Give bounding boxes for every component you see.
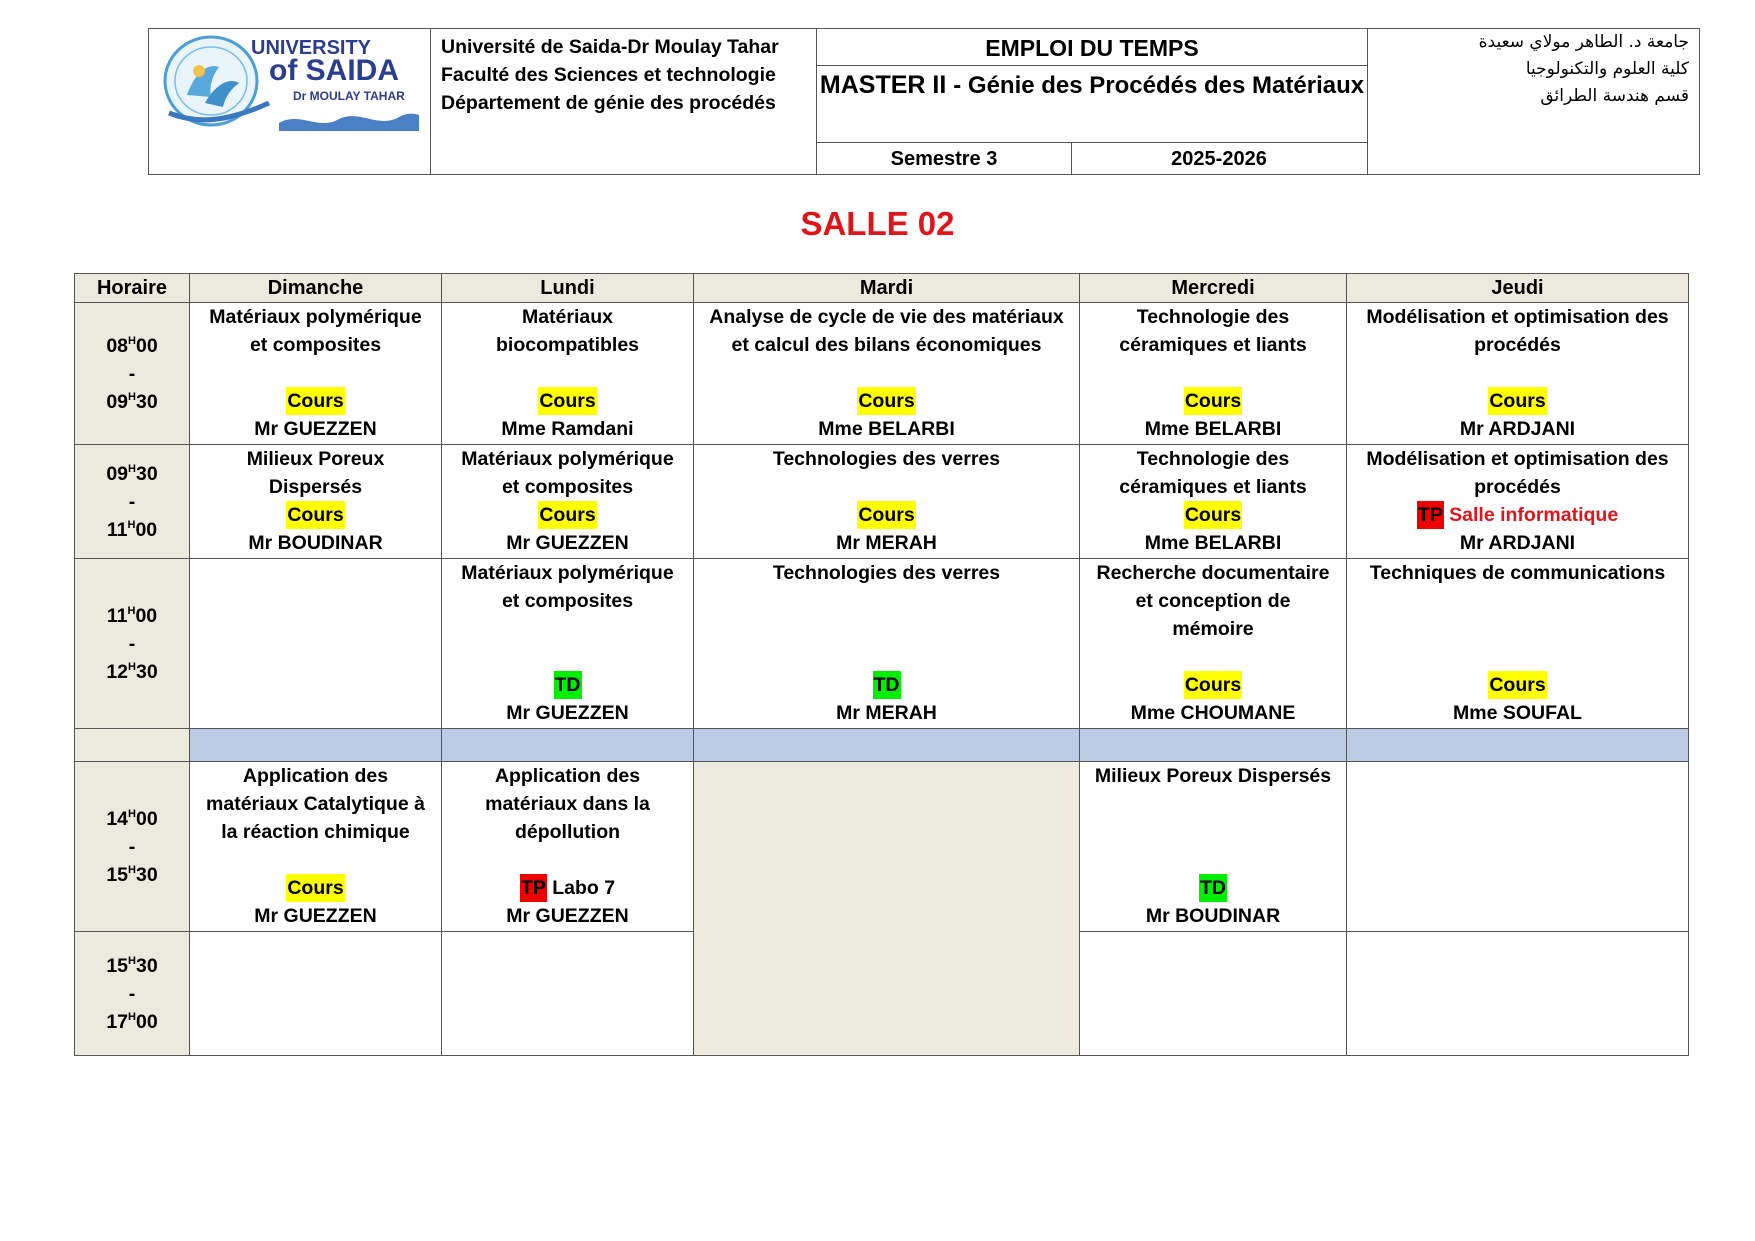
course-name: Technologies des verres bbox=[772, 448, 1001, 470]
session-type-badge: TP bbox=[520, 874, 547, 902]
course-name: matériaux dans la bbox=[485, 793, 650, 815]
course-name: Modélisation et optimisation des bbox=[1366, 306, 1669, 328]
teacher-name: Mr GUEZZEN bbox=[254, 418, 377, 440]
session-cell[interactable] bbox=[190, 445, 442, 559]
course-name: Milieux Poreux bbox=[246, 448, 385, 470]
course-name: et conception de bbox=[1135, 590, 1291, 612]
course-name: matériaux Catalytique à bbox=[206, 793, 425, 815]
timetable bbox=[74, 273, 1689, 1056]
teacher-name: Mr GUEZZEN bbox=[254, 905, 377, 927]
empty-cell bbox=[442, 932, 694, 1056]
teacher-name: Mme BELARBI bbox=[818, 418, 955, 440]
break-cell bbox=[190, 729, 442, 762]
session-type-badge: Cours bbox=[286, 874, 344, 902]
session-cell[interactable] bbox=[1347, 303, 1689, 445]
teacher-name: Mr GUEZZEN bbox=[506, 532, 629, 554]
course-name: Technologie des bbox=[1136, 306, 1290, 328]
session-type-badge: Cours bbox=[286, 501, 344, 529]
session-cell[interactable] bbox=[190, 762, 442, 932]
teacher-name: Mr MERAH bbox=[836, 532, 937, 554]
session-type-badge: Cours bbox=[857, 387, 915, 415]
session-cell[interactable] bbox=[442, 762, 694, 932]
session-cell[interactable] bbox=[442, 303, 694, 445]
department-name-fr: Département de génie des procédés bbox=[441, 92, 776, 114]
session-cell[interactable] bbox=[1347, 445, 1689, 559]
session-type-badge: TD bbox=[1199, 874, 1227, 902]
break-cell bbox=[1080, 729, 1347, 762]
course-name: dépollution bbox=[514, 821, 621, 843]
course-name: Matériaux polymérique bbox=[461, 448, 674, 470]
semester: Semestre 3 bbox=[817, 143, 1072, 174]
session-cell[interactable] bbox=[1080, 559, 1347, 729]
time-slot: $09^H30$ - $11^H00$ bbox=[75, 445, 190, 559]
teacher-name: Mr GUEZZEN bbox=[506, 905, 629, 927]
room-name: Labo 7 bbox=[552, 877, 616, 899]
session-type-badge: TD bbox=[554, 671, 582, 699]
teacher-name: Mr ARDJANI bbox=[1459, 532, 1576, 554]
course-name: mémoire bbox=[1172, 618, 1254, 640]
logo-line1: UNIVERSITY bbox=[251, 37, 372, 59]
session-type-badge: TP bbox=[1417, 501, 1444, 529]
course-name: Milieux Poreux Dispersés bbox=[1094, 765, 1332, 787]
col-header-mardi: Mardi bbox=[694, 274, 1080, 303]
session-cell[interactable] bbox=[694, 445, 1080, 559]
session-type-badge: Cours bbox=[538, 387, 596, 415]
course-name: Dispersés bbox=[268, 476, 363, 498]
document-title: EMPLOI DU TEMPS bbox=[817, 29, 1367, 66]
session-cell[interactable] bbox=[1347, 559, 1689, 729]
logo-line2: of SAIDA bbox=[269, 54, 399, 87]
course-name: Analyse de cycle de vie des matériaux bbox=[709, 306, 1064, 328]
course-name: la réaction chimique bbox=[221, 821, 410, 843]
col-header-lundi: Lundi bbox=[442, 274, 694, 303]
blocked-cell bbox=[694, 762, 1080, 1056]
teacher-name: Mme CHOUMANE bbox=[1130, 702, 1296, 724]
session-cell[interactable] bbox=[1080, 445, 1347, 559]
course-name: Modélisation et optimisation des bbox=[1366, 448, 1669, 470]
session-type-badge: TD bbox=[873, 671, 901, 699]
logo-wave-icon bbox=[279, 105, 419, 131]
timetable-row bbox=[75, 559, 1689, 729]
teacher-name: Mme BELARBI bbox=[1144, 418, 1282, 440]
university-logo bbox=[159, 33, 421, 133]
teacher-name: Mr ARDJANI bbox=[1459, 418, 1576, 440]
break-cell bbox=[1347, 729, 1689, 762]
time-slot: $08^H00$ - $09^H30$ bbox=[75, 303, 190, 445]
empty-cell bbox=[1347, 762, 1689, 932]
session-cell[interactable] bbox=[1080, 762, 1347, 932]
break-cell bbox=[442, 729, 694, 762]
faculty-name-fr: Faculté des Sciences et technologie bbox=[441, 64, 776, 86]
empty-cell bbox=[190, 932, 442, 1056]
document-header bbox=[148, 28, 1700, 175]
teacher-name: Mr GUEZZEN bbox=[506, 702, 629, 724]
teacher-name: Mme SOUFAL bbox=[1453, 702, 1582, 724]
room-name: Salle informatique bbox=[1449, 504, 1619, 526]
timetable-row bbox=[75, 762, 1689, 932]
session-type-badge: Cours bbox=[1184, 387, 1242, 415]
teacher-name: Mr MERAH bbox=[836, 702, 937, 724]
course-name: procédés bbox=[1474, 476, 1561, 498]
empty-cell bbox=[190, 559, 442, 729]
course-name: et calcul des bilans économiques bbox=[731, 334, 1042, 356]
program-main: MASTER II bbox=[819, 71, 947, 99]
time-slot: $14^H00$ - $15^H30$ bbox=[75, 762, 190, 932]
course-name: Application des bbox=[494, 765, 641, 787]
timetable-row bbox=[75, 445, 1689, 559]
academic-year: 2025-2026 bbox=[1171, 148, 1267, 170]
timetable-header-row bbox=[75, 274, 1689, 303]
logo-cell bbox=[149, 29, 431, 174]
institution-fr bbox=[431, 29, 817, 174]
teacher-name: Mr BOUDINAR bbox=[248, 532, 383, 554]
session-type-badge: Cours bbox=[286, 387, 344, 415]
course-name: céramiques et liants bbox=[1119, 476, 1307, 498]
session-type-badge: Cours bbox=[1184, 501, 1242, 529]
room-title: SALLE 02 bbox=[800, 205, 955, 242]
title-block bbox=[817, 29, 1368, 174]
university-name-ar: جامعة د. الطاهر مولاي سعيدة bbox=[1478, 32, 1689, 52]
course-name: Technologie des bbox=[1136, 448, 1290, 470]
course-name: procédés bbox=[1474, 334, 1561, 356]
session-type-badge: Cours bbox=[857, 501, 915, 529]
course-name: Technologies des verres bbox=[772, 562, 1001, 584]
faculty-name-ar: كلية العلوم والتكنولوجيا bbox=[1525, 59, 1689, 79]
course-name: Matériaux polymérique bbox=[209, 306, 422, 328]
empty-cell bbox=[1347, 932, 1689, 1056]
col-header-dimanche: Dimanche bbox=[190, 274, 442, 303]
session-cell[interactable] bbox=[442, 445, 694, 559]
course-name: et composites bbox=[501, 590, 634, 612]
course-name: et composites bbox=[501, 476, 634, 498]
program-sub: - Génie des Procédés des Matériaux bbox=[953, 72, 1365, 99]
university-name-fr: Université de Saida-Dr Moulay Tahar bbox=[441, 36, 779, 58]
course-name: céramiques et liants bbox=[1119, 334, 1307, 356]
program-title bbox=[817, 65, 1367, 143]
course-name: Application des bbox=[242, 765, 389, 787]
session-type-badge: Cours bbox=[1184, 671, 1242, 699]
empty-cell bbox=[1080, 932, 1347, 1056]
teacher-name: Mme BELARBI bbox=[1144, 532, 1282, 554]
department-name-ar: قسم هندسة الطرائق bbox=[1540, 86, 1689, 106]
lunch-break-row bbox=[75, 729, 1689, 762]
session-type-badge: Cours bbox=[1488, 671, 1546, 699]
time-slot: $11^H00$ - $12^H30$ bbox=[75, 559, 190, 729]
course-name: Matériaux polymérique bbox=[461, 562, 674, 584]
teacher-name: Mr BOUDINAR bbox=[1145, 905, 1281, 927]
session-type-badge: Cours bbox=[1488, 387, 1546, 415]
break-cell bbox=[75, 729, 190, 762]
session-cell[interactable] bbox=[1080, 303, 1347, 445]
course-name: Recherche documentaire bbox=[1096, 562, 1330, 584]
course-name: Techniques de communications bbox=[1369, 562, 1666, 584]
time-slot: $15^H30$ - $17^H00$ bbox=[75, 932, 190, 1056]
course-name: biocompatibles bbox=[495, 334, 640, 356]
timetable-row bbox=[75, 303, 1689, 445]
course-name: Matériaux bbox=[521, 306, 614, 328]
institution-ar bbox=[1368, 29, 1699, 174]
col-header-horaire: Horaire bbox=[75, 274, 190, 303]
session-type-badge: Cours bbox=[538, 501, 596, 529]
break-cell bbox=[694, 729, 1080, 762]
course-name: et composites bbox=[249, 334, 382, 356]
teacher-name: Mme Ramdani bbox=[501, 418, 634, 440]
col-header-mercredi: Mercredi bbox=[1080, 274, 1347, 303]
col-header-jeudi: Jeudi bbox=[1347, 274, 1689, 303]
session-cell[interactable] bbox=[190, 303, 442, 445]
session-cell[interactable] bbox=[442, 559, 694, 729]
logo-line3: Dr MOULAY TAHAR bbox=[293, 89, 405, 103]
session-cell[interactable] bbox=[694, 303, 1080, 445]
session-cell[interactable] bbox=[694, 559, 1080, 729]
